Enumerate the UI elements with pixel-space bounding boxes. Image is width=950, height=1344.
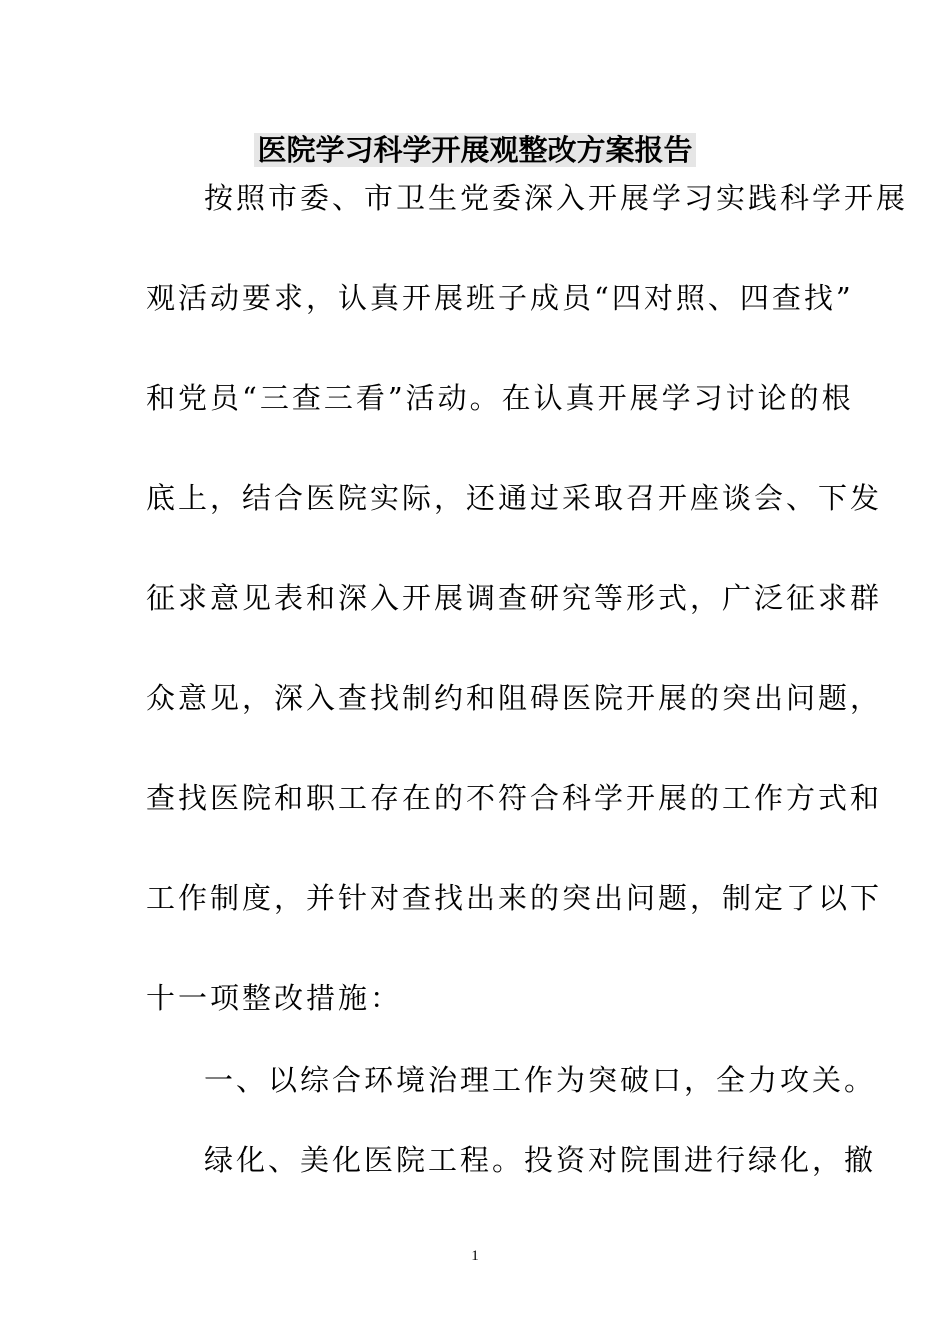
document-title [0,128,950,172]
paragraph-line-3: 和党员“三查三看”活动。在认真开展学习讨论的根 [146,381,854,415]
paragraph-line-6: 众意见，深入查找制约和阻碍医院开展的突出问题， [146,681,883,715]
paragraph-line-8: 工作制度，并针对查找出来的突出问题，制定了以下 [146,881,883,915]
paragraph-line-9: 十一项整改措施： [146,981,403,1015]
paragraph-line-7: 查找医院和职工存在的不符合科学开展的工作方式和 [146,781,883,815]
paragraph-line-2: 观活动要求，认真开展班子成员“四对照、四查找” [146,281,854,315]
section-heading-1: 一、以综合环境治理工作为突破口，全力攻关。 [204,1063,877,1097]
document-title-text: 医院学习科学开展观整改方案报告 [254,133,695,167]
paragraph-line-10: 绿化、美化医院工程。投资对院围进行绿化，撤 [204,1143,877,1177]
paragraph-line-4: 底上，结合医院实际，还通过采取召开座谈会、下发 [146,481,883,515]
page-number: 1 [471,1248,479,1264]
paragraph-line-5: 征求意见表和深入开展调查研究等形式，广泛征求群 [146,581,883,615]
paragraph-line-1: 按照市委、市卫生党委深入开展学习实践科学开展 [204,181,909,215]
